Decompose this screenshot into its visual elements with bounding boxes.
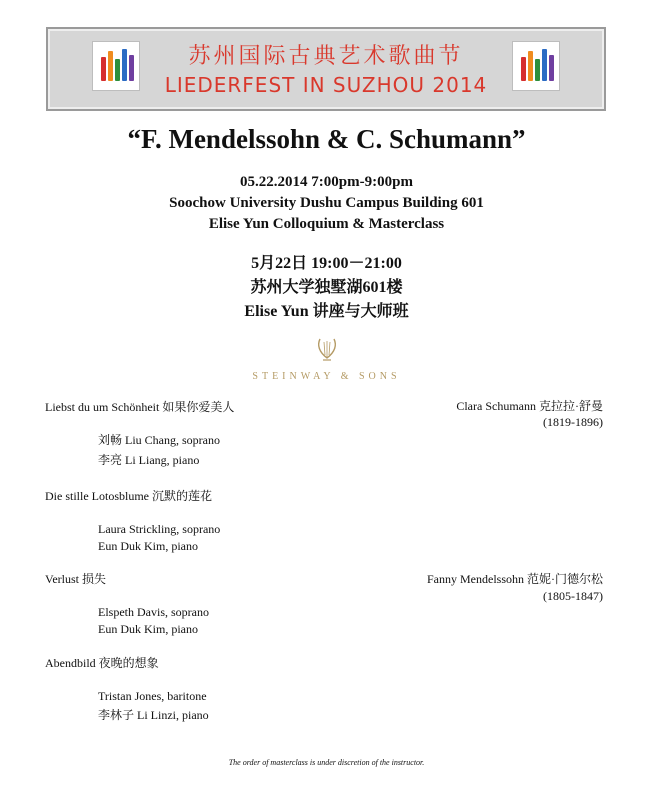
lyre-icon (0, 336, 653, 367)
event-info-en (0, 172, 653, 235)
event-description-en: Elise Yun Colloquium & Masterclass (208, 216, 445, 232)
banner-title-cn: 苏州国际古典艺术歌曲节 (188, 44, 464, 69)
logo-bar (521, 57, 526, 81)
sponsor-logo (0, 336, 653, 382)
song-title: Verlust 损失 (45, 572, 106, 586)
event-description-cn: Elise Yun 讲座与大师班 (244, 303, 409, 320)
composer-name: Clara Schumann 克拉拉·舒曼 (456, 399, 603, 413)
song-title: Liebst du um Schönheit 如果你爱美人 (45, 400, 235, 414)
logo-bar (542, 49, 547, 81)
logo-bar (535, 59, 540, 81)
event-venue-en: Soochow University Dushu Campus Building 601 (169, 195, 484, 211)
composer-name: Fanny Mendelssohn 范妮·门德尔松 (427, 572, 603, 586)
concert-title: “F. Mendelssohn & C. Schumann” (127, 124, 526, 154)
composer-years: (1819-1896) (543, 415, 603, 429)
performer: 刘畅 Liu Chang, soprano (98, 433, 220, 447)
performer: Elspeth Davis, soprano (98, 605, 209, 619)
sponsor-name: STEINWAY & SONS (252, 371, 401, 382)
bars-logo-icon (512, 41, 560, 91)
song-title: Abendbild 夜晚的想象 (45, 656, 159, 670)
logo-bar (549, 55, 554, 81)
performer: 李林子 Li Linzi, piano (98, 708, 209, 722)
performer: Tristan Jones, baritone (98, 689, 207, 703)
performer: Eun Duk Kim, piano (98, 622, 198, 636)
event-info-cn (0, 252, 653, 324)
performer: Eun Duk Kim, piano (98, 539, 198, 553)
event-datetime-cn: 5月22日 19:00－21:00 (251, 255, 402, 272)
event-venue-cn: 苏州大学独墅湖601楼 (250, 279, 403, 296)
festival-banner (46, 27, 606, 111)
event-datetime-en: 05.22.2014 7:00pm-9:00pm (240, 174, 413, 190)
song-title: Die stille Lotosblume 沉默的莲花 (45, 489, 212, 503)
footnote: The order of masterclass is under discretion of the instructor. (228, 758, 425, 767)
performer: Laura Strickling, soprano (98, 522, 221, 536)
performer: 李亮 Li Liang, piano (98, 453, 200, 467)
composer-years: (1805-1847) (543, 589, 603, 603)
logo-bar (528, 51, 533, 81)
banner-title-en: LIEDERFEST IN SUZHOU 2014 (164, 73, 488, 97)
